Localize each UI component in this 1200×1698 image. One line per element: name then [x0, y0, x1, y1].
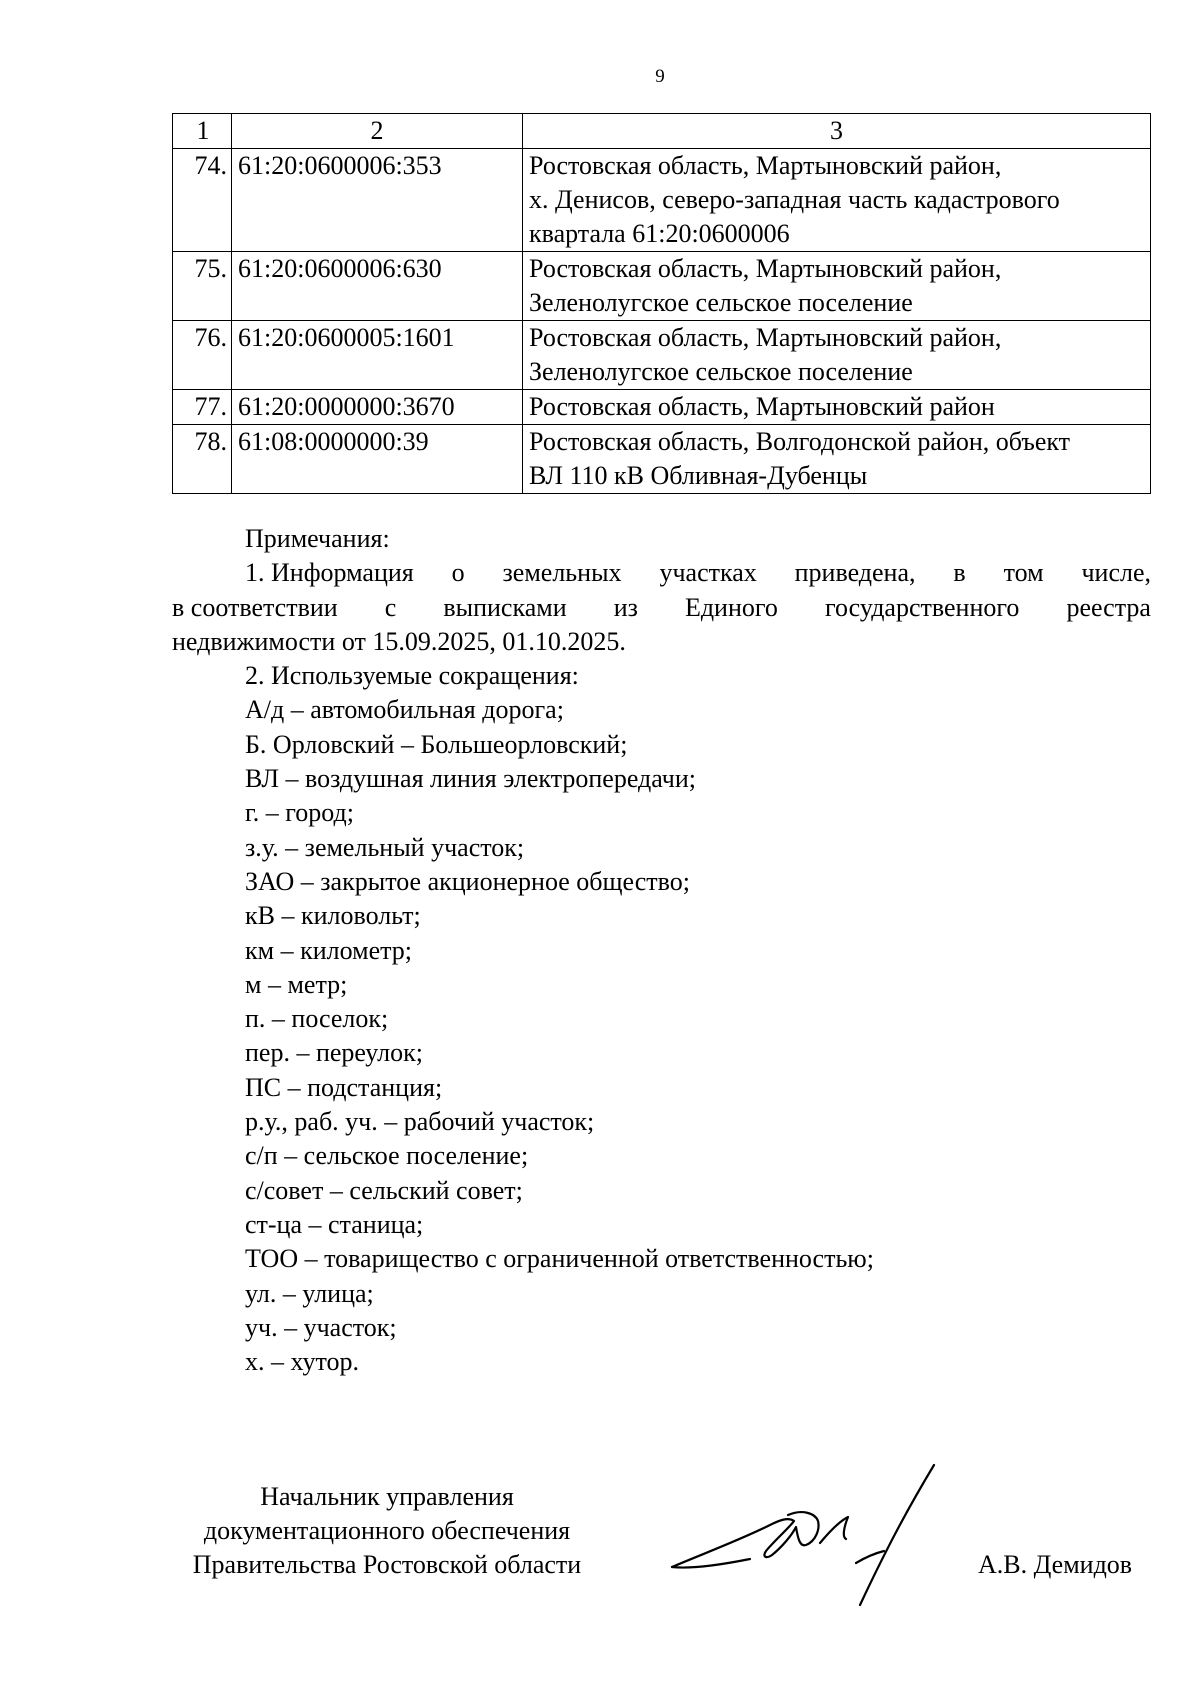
note-2-title: 2. Используемые сокращения: — [245, 661, 579, 691]
abbreviation-item: ВЛ – воздушная линия электропередачи; — [245, 764, 696, 794]
address-cell — [523, 390, 1151, 425]
address-line: Зеленолугское сельское поселение — [529, 288, 913, 317]
abbreviation-item: км – километр; — [245, 935, 413, 965]
address-line: Ростовская область, Мартыновский район — [529, 392, 995, 421]
address-cell — [523, 321, 1151, 390]
note-word: том — [1003, 558, 1044, 588]
address-line: Зеленолугское сельское поселение — [529, 357, 913, 386]
note-word: реестра — [1066, 592, 1151, 622]
address-line: Ростовская область, Мартыновский район, — [529, 323, 1002, 352]
address-line: ВЛ 110 кВ Обливная-Дубенцы — [529, 461, 868, 490]
abbreviation-item: ст-ца – станица; — [245, 1209, 424, 1239]
address-line: Ростовская область, Волгодонской район, объект — [529, 427, 1071, 456]
abbreviation-item: с/п – сельское поселение; — [245, 1141, 529, 1171]
abbreviation-item: р.у., раб. уч. – рабочий участок; — [245, 1107, 595, 1137]
abbreviation-item: г. – город; — [245, 798, 354, 828]
signatory-name: А.В. Демидов — [978, 1550, 1133, 1579]
table-header-row — [173, 114, 1151, 149]
cadastral-table — [172, 113, 1151, 494]
note-word: выписками — [443, 592, 567, 622]
notes-title: Примечания: — [245, 524, 390, 553]
note-word: из — [613, 592, 638, 622]
position-line: Начальник управления — [260, 1482, 514, 1511]
table-row — [173, 425, 1151, 494]
note-word: государственного — [824, 592, 1020, 622]
abbreviation-item: пер. – переулок; — [245, 1038, 423, 1068]
note-word: приведена, — [794, 558, 916, 588]
address-line: квартала 61:20:0600006 — [529, 219, 790, 248]
handwritten-signature — [670, 1455, 950, 1615]
position-line: документационного обеспечения — [203, 1516, 571, 1545]
address-cell — [523, 425, 1151, 494]
abbreviation-item: х. – хутор. — [245, 1347, 360, 1377]
note-word: с — [384, 592, 397, 622]
abbreviation-item: ЗАО – закрытое акционерное общество; — [245, 866, 690, 896]
table-row — [173, 390, 1151, 425]
note-word: участках — [659, 558, 757, 588]
abbreviation-item: ТОО – товарищество с ограниченной ответственностью; — [245, 1244, 874, 1274]
note-1-line-3: недвижимости от 15.09.2025, 01.10.2025. — [172, 626, 626, 656]
abbreviation-list — [172, 693, 1151, 1379]
notes-section — [172, 522, 1151, 1379]
address-cell — [523, 252, 1151, 321]
cadastral-number: 61:20:0600006:630 — [232, 252, 523, 321]
abbreviation-item: А/д – автомобильная дорога; — [245, 695, 564, 725]
note-1-line-2 — [172, 591, 1151, 625]
page-number: 9 — [655, 66, 665, 87]
abbreviation-item: Б. Орловский – Большеорловский; — [245, 729, 628, 759]
signatory-position — [172, 1480, 602, 1582]
row-number: 75. — [173, 252, 232, 321]
row-number: 77. — [173, 390, 232, 425]
header-col-3: 3 — [523, 114, 1151, 149]
note-word: земельных — [502, 558, 622, 588]
address-line: Ростовская область, Мартыновский район, — [529, 254, 1002, 283]
note-word: о — [451, 558, 465, 588]
cadastral-number: 61:20:0600006:353 — [232, 149, 523, 252]
table-row — [173, 149, 1151, 252]
cadastral-number: 61:08:0000000:39 — [232, 425, 523, 494]
table-row — [173, 321, 1151, 390]
address-line: х. Денисов, северо-западная часть кадастрового — [529, 185, 1060, 214]
abbreviation-item: кВ – киловольт; — [245, 901, 421, 931]
note-word: в соответствии — [172, 592, 338, 622]
cadastral-number: 61:20:0000000:3670 — [232, 390, 523, 425]
position-line: Правительства Ростовской области — [192, 1550, 582, 1579]
cadastral-number: 61:20:0600005:1601 — [232, 321, 523, 390]
abbreviation-item: уч. – участок; — [245, 1312, 397, 1342]
note-word: числе, — [1081, 558, 1151, 588]
note-word: Единого — [684, 592, 778, 622]
note-word: в — [953, 558, 966, 588]
row-number: 76. — [173, 321, 232, 390]
address-line: Ростовская область, Мартыновский район, — [529, 151, 1002, 180]
note-word: 1. Информация — [245, 558, 414, 588]
address-cell — [523, 149, 1151, 252]
row-number: 74. — [173, 149, 232, 252]
note-1-line-1 — [172, 556, 1151, 590]
abbreviation-item: ул. – улица; — [245, 1278, 374, 1308]
header-col-2: 2 — [232, 114, 523, 149]
abbreviation-item: с/совет – сельский совет; — [245, 1175, 523, 1205]
abbreviation-item: ПС – подстанция; — [245, 1072, 443, 1102]
abbreviation-item: з.у. – земельный участок; — [245, 832, 525, 862]
header-col-1: 1 — [173, 114, 232, 149]
abbreviation-item: п. – поселок; — [245, 1004, 389, 1034]
abbreviation-item: м – метр; — [245, 969, 348, 999]
table-row — [173, 252, 1151, 321]
row-number: 78. — [173, 425, 232, 494]
